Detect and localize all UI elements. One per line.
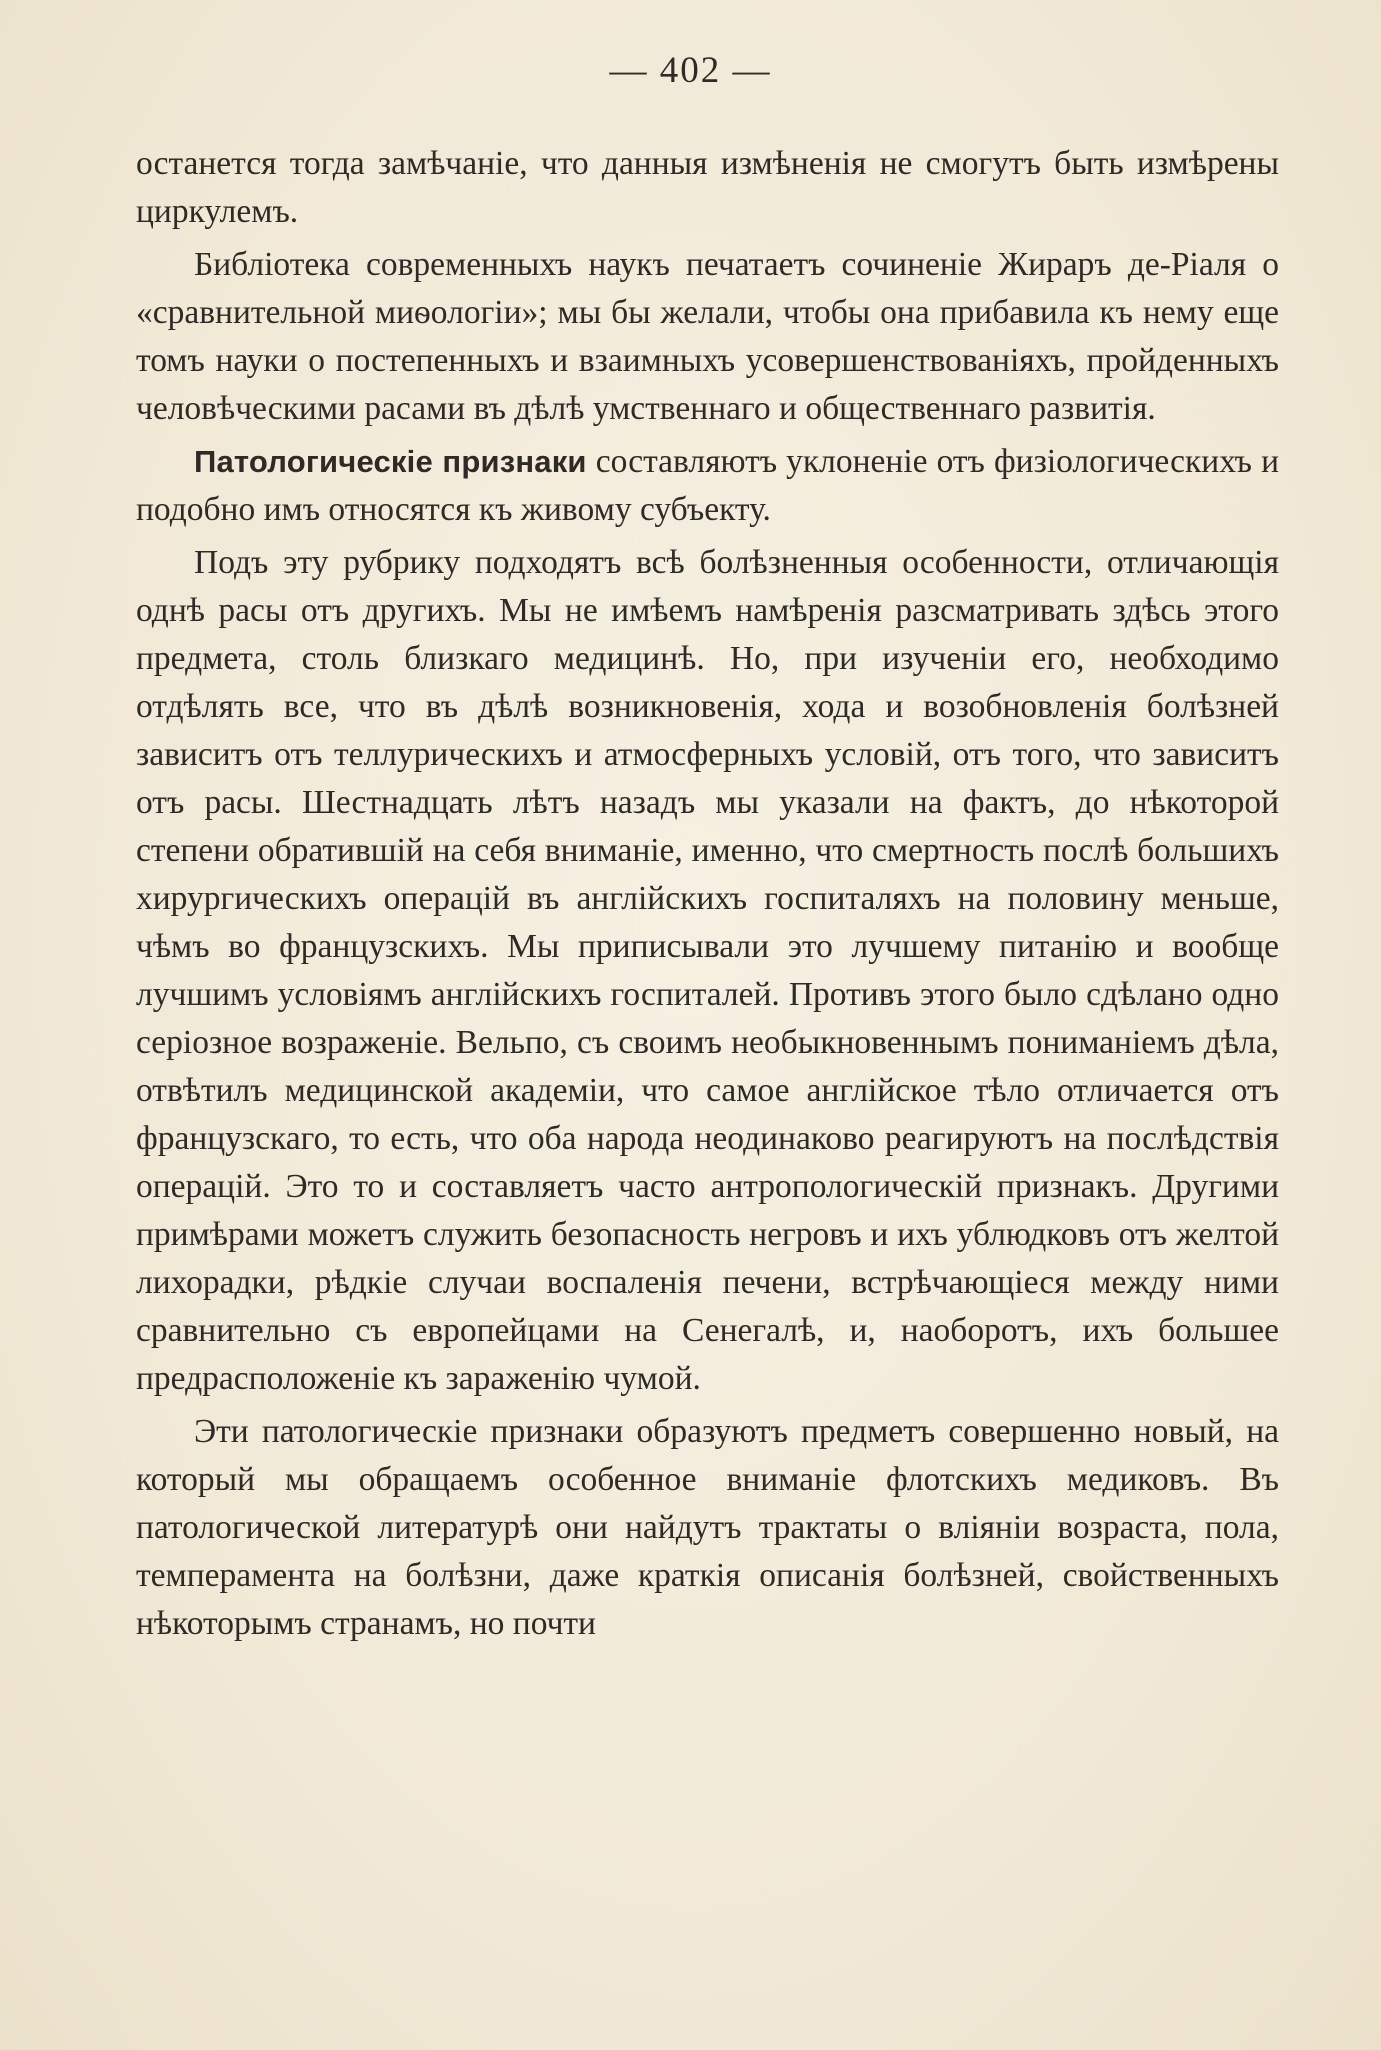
paragraph-continuation <box>136 140 1279 236</box>
paragraph-text: Библіотека современныхъ наукъ печатаетъ сочиненіе Жираръ де-Ріаля о «сравнительной миѳологіи»; мы бы желали, чтобы она прибавила къ нему еще томъ науки о постепенныхъ и взаимныхъ усовершенствованіяхъ, пройденныхъ человѣческими расами въ дѣлѣ умственнаго и общественнаго развитія. <box>136 246 1279 427</box>
paragraph-library <box>136 241 1279 433</box>
paragraph-rubric <box>136 539 1279 1403</box>
body-text <box>136 140 1279 1648</box>
paragraph-pathological-definition <box>136 438 1279 534</box>
section-term: Патологическіе признаки <box>194 444 587 479</box>
paragraph-text: Подъ эту рубрику подходятъ всѣ болѣзненныя особенности, отличающія однѣ расы отъ другихъ. Мы не имѣемъ намѣренія разсматривать здѣсь этого предмета, столь близкаго медицинѣ. Но, при изученіи его, необходимо отдѣлять все, что въ дѣлѣ возникновенія, хода и возобновленія болѣзней зависитъ отъ теллурическихъ и атмосферныхъ условій, отъ того, что зависитъ отъ расы. Шестнадцать лѣтъ назадъ мы указали на фактъ, до нѣкоторой степени обратившій на себя вниманіе, именно, что смертность послѣ большихъ хирургическихъ операцій въ англійскихъ госпиталяхъ на половину меньше, чѣмъ во французскихъ. Мы приписывали это лучшему питанію и вообще лучшимъ условіямъ англійскихъ госпиталей. Противъ этого было сдѣлано одно серіозное возраженіе. Вельпо, съ своимъ необыкновеннымъ пониманіемъ дѣла, отвѣтилъ медицинской академіи, что самое англійское тѣло отличается отъ французскаго, то есть, что оба народа неодинаково реагируютъ на послѣдствія операцій. Это то и составляетъ часто антропологическій признакъ. Другими примѣрами можетъ служить безопасность негровъ и ихъ ублюдковъ отъ желтой лихорадки, рѣдкіе случаи воспаленія печени, встрѣчающіеся между ними сравнительно съ европейцами на Сенегалѣ, и, наоборотъ, ихъ большее предрасположеніе къ зараженію чумой. <box>136 544 1279 1397</box>
show-through-shadow <box>140 1830 1270 2010</box>
paragraph-text: останется тогда замѣчаніе, что данныя измѣненія не смогутъ быть измѣрены циркулемъ. <box>136 145 1279 230</box>
paragraph-text: Эти патологическіе признаки образуютъ предметъ совершенно новый, на который мы обращаемъ особенное вниманіе флотскихъ медиковъ. Въ патологической литературѣ они найдутъ трактаты о вліяніи возраста, пола, темперамента на болѣзни, даже краткія описанія болѣзней, свойственныхъ нѣкоторымъ странамъ, но почти <box>136 1413 1279 1642</box>
paragraph-new-subject <box>136 1408 1279 1648</box>
page-number: — 402 — <box>609 50 772 91</box>
paragraph-text: составляютъ уклоненіе отъ физіологическихъ и подобно имъ относятся къ живому субъекту. <box>136 443 1279 528</box>
